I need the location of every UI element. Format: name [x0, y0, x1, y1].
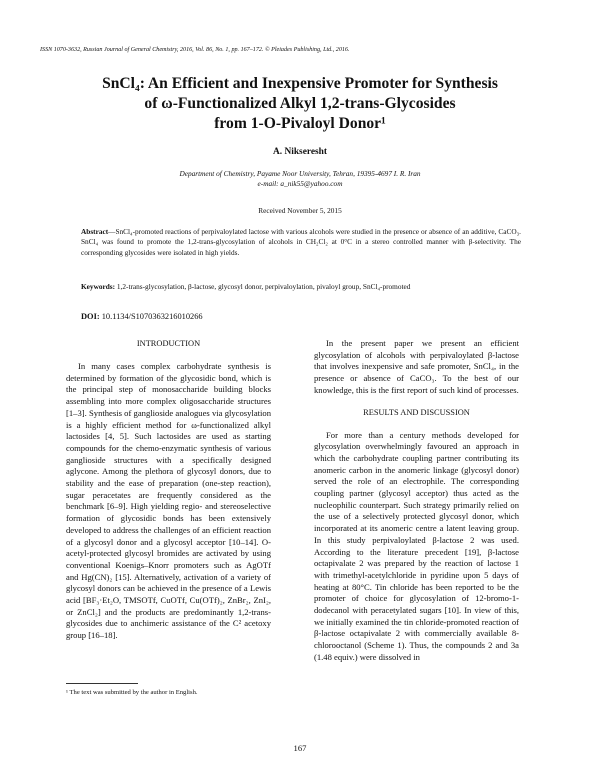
doi-label: DOI:	[81, 312, 100, 321]
doi	[81, 311, 521, 322]
affiliation-email: e-mail: a_nik55@yahoo.com	[257, 179, 343, 188]
results-paragraph: For more than a century methods developed for glycosylation overwhelmingly favoured an approach in which the carbohydrate coupling partner contributing its anomeric carbon in the anomeric linkage (glycosyl donor) served the role of an electrophile. The corresponding coupling partner (glycosyl acceptor) thus acted as the nucleophilic counterpart. Such strategy primarily relied on the use of a selectively protected glycosyl donor, which incorporated at its anomeric centre a latent leaving group. In this study perpivaloylated β-lactose 2 was used. According to the literature precedent [19], β-lactose octapivalate 2 was prepared by the reaction of lactose 1 with trimethyl-acetylchloride in pyridine upon 5 days of heating at 80°C. Tin chloride has been reported to be the promoter of choice for glycosylation of 12-bromo-1-dodecanol with peracetylated sugars [10]. In view of this, we initially examined the tin chloride-promoted reaction of β-lactose octapivalate 2 with commercially available 8-chlorooctanol (Scheme 1). Thus, the compounds 2 and 3a (1.48 equiv.) were dissolved in	[314, 429, 519, 662]
intro-continuation-paragraph: In the present paper we present an efficient glycosylation of alcohols with perpivaloylated β-lactose that involves inexpensive and safe promoter, SnCl₄, in the presence or absence of CaCO₃. To the best of our knowledge, this is the first report of such kind of processes.	[314, 338, 519, 395]
page-number: 167	[293, 743, 307, 753]
footnote-rule	[66, 683, 138, 684]
abstract	[81, 227, 521, 258]
introduction-heading: INTRODUCTION	[136, 339, 201, 348]
title-line-2: of ω-Functionalized Alkyl 1,2-trans-Glycosides	[144, 95, 456, 112]
journal-citation: ISSN 1070-3632, Russian Journal of General Chemistry, 2016, Vol. 86, No. 1, pp. 167–172. © Pleiades Publishing, Ltd., 2016.	[40, 47, 350, 53]
title-line-3: from 1-O-Pivaloyl Donor¹	[214, 115, 386, 132]
left-column	[66, 338, 271, 642]
title-line-1: SnCl₄: An Efficient and Inexpensive Promoter for Synthesis	[102, 75, 498, 92]
doi-value: 10.1134/S1070363216010266	[101, 312, 203, 321]
received-date: Received November 5, 2015	[258, 206, 342, 215]
results-heading: RESULTS AND DISCUSSION	[363, 407, 470, 417]
footnote: ¹ The text was submitted by the author in English.	[66, 689, 198, 696]
keywords	[81, 282, 521, 292]
author-affiliation	[40, 169, 560, 189]
abstract-label: Abstract	[81, 227, 109, 236]
right-column	[314, 338, 519, 664]
abstract-text: —SnCl₄-promoted reactions of perpivaloylated lactose with various alcohols were studied in the presence or absence of an additive, CaCO₃. SnCl₄ was found to promote the 1,2-trans-glycosylation of alcohols in CH₂Cl₂ at 0°C in a stereo controlled manner with β-selectivity. The corresponding glycosides were isolated in high yields.	[81, 227, 521, 257]
keywords-label: Keywords:	[81, 282, 116, 291]
introduction-paragraph: In many cases complex carbohydrate synthesis is determined by formation of the glycosidic bond, which is the principal step of monosaccharide building blocks assembling into more complex oligosaccharide structures [1–3]. Synthesis of ganglioside analogues via glycosylation is a highly efficient method for ω-functionalized alkyl lactosides [4, 5]. Such lactosides are used as starting compounds for the chemo-enzymatic synthesis of various ganglioside structures with a specifically designed aglycone. Among the plethora of glycosyl donors, due to stability and the ease of preparation (one-step reaction), sugar peracetates are frequently considered as the benchmark [6–9]. High yielding regio- and stereoselective formation of glycosidic bonds has been extensively developed to address the challenges of an efficient reaction of a glycosyl donor and a glycosyl acceptor [10–14]. O-acetyl-protected glycosyl bromides are activated by using conventional Koenigs–Knorr promoters such as AgOTf and Hg(CN)₂ [15]. Alternatively, activation of a variety of glycosyl donors can be achieved in the presence of a Lewis acid [BF₃·Et₂O, TMSOTf, CuOTf, Cu(OTf)₂, ZnBr₂, ZnI₂, or ZnCl₂] and the products are predominantly 1,2-trans-glycosides due to anchimeric assistance of the C² acetoxy group [16–18].	[66, 361, 271, 641]
affiliation-department: Department of Chemistry, Payame Noor University, Tehran, 19395-4697 I. R. Iran	[179, 169, 421, 178]
article-title	[40, 74, 560, 134]
author-name: A. Nikseresht	[273, 147, 327, 157]
keywords-text: 1,2-trans-glycosylation, β-lactose, glycosyl donor, perpivaloylation, pivaloyl group, SnCl₄-promoted	[116, 282, 411, 291]
